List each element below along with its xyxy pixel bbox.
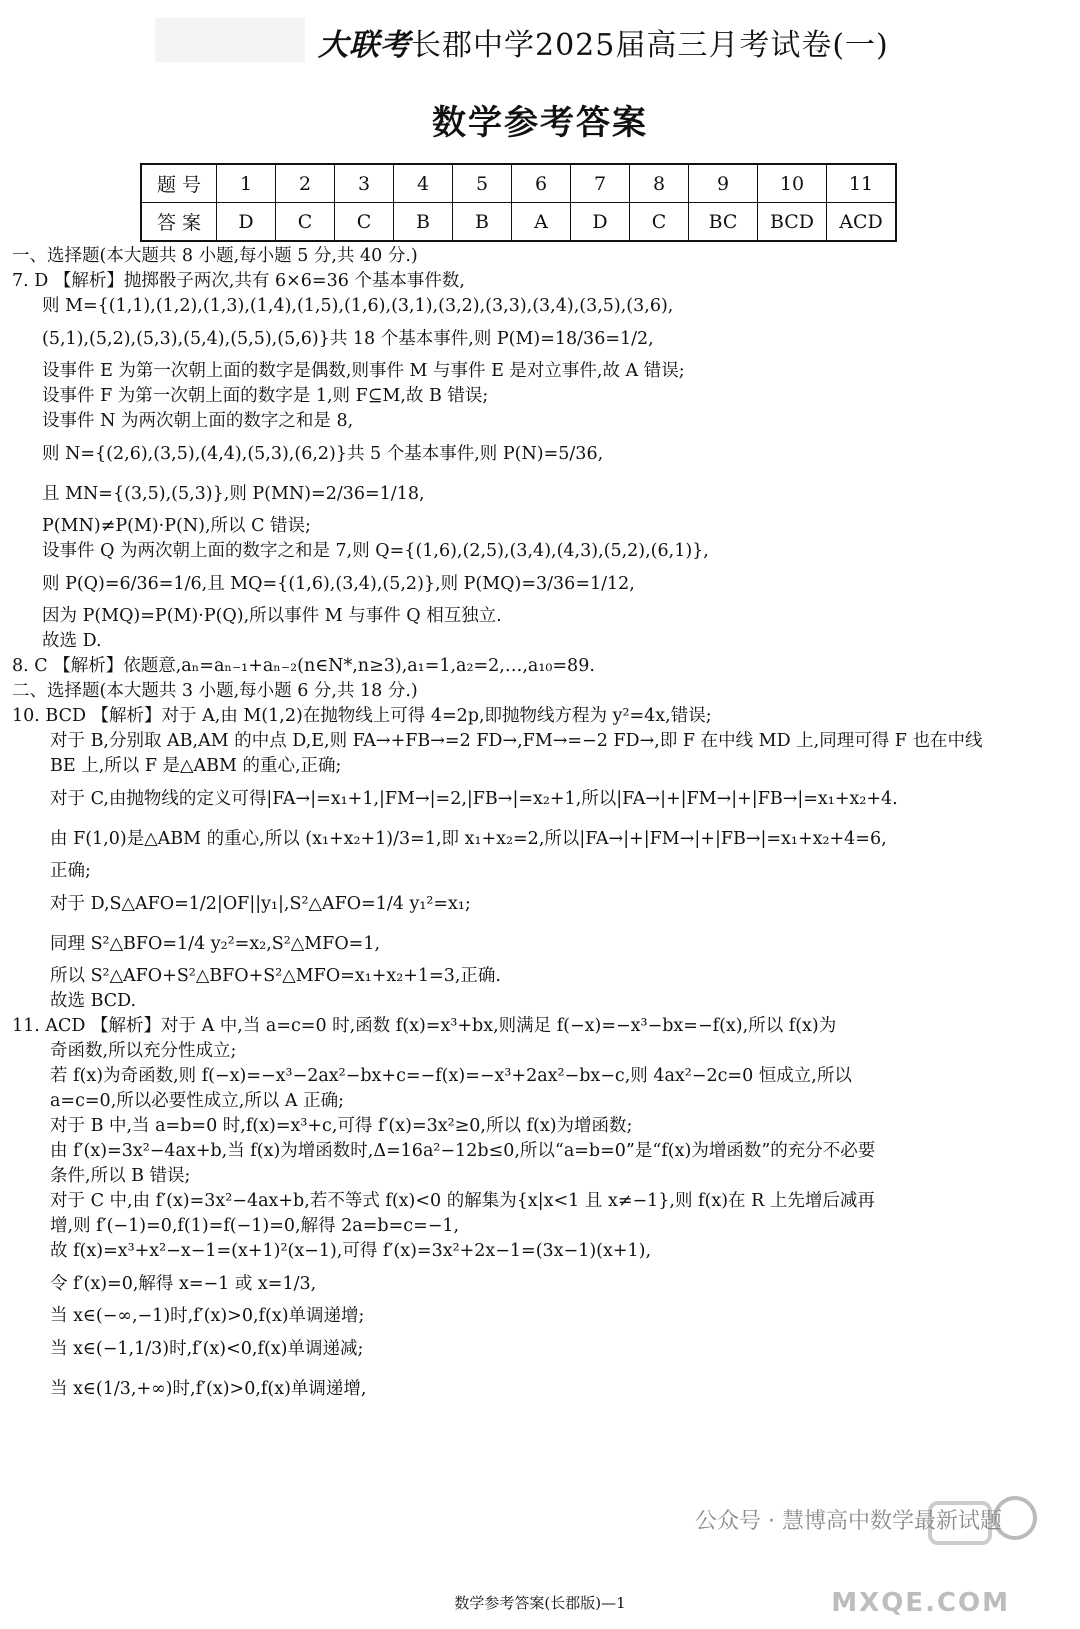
solution-line: 则 N={(2,6),(3,5),(4,4),(5,3),(6,2)}共 5 个基本事件,则 P(N)=5/36, [42,444,604,464]
answer-key-table [140,163,897,242]
solution-line: 当 x∈(1/3,+∞)时,f′(x)>0,f(x)单调递增, [50,1379,367,1399]
section-heading: 一、选择题(本大题共 8 小题,每小题 5 分,共 40 分.) [12,246,418,266]
section-heading: 二、选择题(本大题共 3 小题,每小题 6 分,共 18 分.) [12,681,418,701]
solution-line: 故 f(x)=x³+x²−x−1=(x+1)²(x−1),可得 f′(x)=3x²+2x−1=(3x−1)(x+1), [50,1241,652,1261]
solution-line: 所以 S²△AFO+S²△BFO+S²△MFO=x₁+x₂+1=3,正确. [50,966,501,986]
solution-line: 设事件 N 为两次朝上面的数字之和是 8, [42,411,354,431]
table-cell: ACD [827,203,897,242]
solution-line: 奇函数,所以充分性成立; [50,1041,237,1061]
row-label-question-number: 题 号 [141,164,217,203]
solution-line: 令 f′(x)=0,解得 x=−1 或 x=1/3, [50,1274,317,1294]
exam-title: 长郡中学2025届高三月考试卷(一) [411,28,889,63]
solution-line: 正确; [50,861,91,881]
solution-line: 对于 C 中,由 f′(x)=3x²−4ax+b,若不等式 f(x)<0 的解集为{x|x<1 且 x≠−1},则 f(x)在 R 上先增后减再 [50,1191,875,1211]
solution-line: 则 P(Q)=6/36=1/6,且 MQ={(1,6),(3,4),(5,2)},则 P(MQ)=3/36=1/12, [42,574,635,594]
solution-line: 若 f(x)为奇函数,则 f(−x)=−x³−2ax²−bx+c=−f(x)=−x³+2ax²−bx−c,则 4ax²−2c=0 恒成立,所以 [50,1066,852,1086]
solution-line: 当 x∈(−∞,−1)时,f′(x)>0,f(x)单调递增; [50,1306,365,1326]
solution-line: 因为 P(MQ)=P(M)·P(Q),所以事件 M 与事件 Q 相互独立. [42,606,502,626]
solution-line: (5,1),(5,2),(5,3),(5,4),(5,5),(5,6)}共 18 个基本事件,则 P(M)=18/36=1/2, [42,329,654,349]
solution-line: 当 x∈(−1,1/3)时,f′(x)<0,f(x)单调递减; [50,1339,364,1359]
table-cell: 11 [827,164,897,203]
solution-line: 同理 S²△BFO=1/4 y₂²=x₂,S²△MFO=1, [50,934,381,954]
solution-line: 对于 B 中,当 a=b=0 时,f(x)=x³+c,可得 f′(x)=3x²≥0,所以 f(x)为增函数; [50,1116,633,1136]
table-cell: 1 [217,164,276,203]
solution-line: 8. C 【解析】依题意,aₙ=aₙ₋₁+aₙ₋₂(n∈N*,n≥3),a₁=1,a₂=2,…,a₁₀=89. [12,656,595,676]
solution-line: 且 MN={(3,5),(5,3)},则 P(MN)=2/36=1/18, [42,484,425,504]
solution-line: 10. BCD 【解析】对于 A,由 M(1,2)在抛物线上可得 4=2p,即抛物线方程为 y²=4x,错误; [12,706,712,726]
solution-line: 对于 B,分别取 AB,AM 的中点 D,E,则 FA→+FB→=2 FD→,FM→=−2 FD→,即 F 在中线 MD 上,同理可得 F 也在中线 [50,731,983,751]
table-cell: BC [689,203,758,242]
brand-logo-text: 大联考 [318,28,411,63]
table-cell: 2 [276,164,335,203]
table-row [141,203,896,242]
solution-line: 设事件 F 为第一次朝上面的数字是 1,则 F⊆M,故 B 错误; [42,386,489,406]
table-cell: C [630,203,689,242]
table-cell: 8 [630,164,689,203]
solution-line: P(MN)≠P(M)·P(N),所以 C 错误; [42,516,311,536]
solution-line: 11. ACD 【解析】对于 A 中,当 a=c=0 时,函数 f(x)=x³+bx,则满足 f(−x)=−x³−bx=−f(x),所以 f(x)为 [12,1016,837,1036]
solution-line: 则 M={(1,1),(1,2),(1,3),(1,4),(1,5),(1,6),(3,1),(3,2),(3,3),(3,4),(3,5),(3,6), [42,296,674,316]
page-footer: 数学参考答案(长郡版)—1 [454,1594,626,1612]
table-row [141,164,896,203]
table-cell: BCD [758,203,827,242]
watermark-text: 公众号 · 慧博高中数学最新试题 [695,1509,1002,1534]
table-cell: C [335,203,394,242]
table-cell: 7 [571,164,630,203]
watermark-url: MXQE.COM [831,1588,1010,1618]
solution-line: 故选 D. [42,631,102,651]
solution-line: 由 f′(x)=3x²−4ax+b,当 f(x)为增函数时,Δ=16a²−12b≤0,所以“a=b=0”是“f(x)为增函数”的充分不必要 [50,1141,876,1161]
table-cell: B [453,203,512,242]
solution-line: 对于 C,由抛物线的定义可得|FA→|=x₁+1,|FM→|=2,|FB→|=x₂+1,所以|FA→|+|FM→|+|FB→|=x₁+x₂+4. [50,789,898,809]
solution-line: 对于 D,S△AFO=1/2|OF||y₁|,S²△AFO=1/4 y₁²=x₁; [50,894,471,914]
solution-line: 条件,所以 B 错误; [50,1166,191,1186]
solution-line: a=c=0,所以必要性成立,所以 A 正确; [50,1091,344,1111]
solution-line: 设事件 Q 为两次朝上面的数字之和是 7,则 Q={(1,6),(2,5),(3,4),(4,3),(5,2),(6,1)}, [42,541,709,561]
table-cell: 10 [758,164,827,203]
solution-line: 增,则 f′(−1)=0,f(1)=f(−1)=0,解得 2a=b=c=−1, [50,1216,460,1236]
table-cell: D [571,203,630,242]
redacted-header-area [155,18,305,62]
table-cell: C [276,203,335,242]
table-cell: 3 [335,164,394,203]
table-cell: B [394,203,453,242]
table-cell: 9 [689,164,758,203]
solution-line: 故选 BCD. [50,991,137,1011]
exam-header [318,20,889,64]
solution-text [12,244,1062,1409]
solution-line: 由 F(1,0)是△ABM 的重心,所以 (x₁+x₂+1)/3=1,即 x₁+x₂=2,所以|FA→|+|FM→|+|FB→|=x₁+x₂+4=6, [50,829,887,849]
solution-line: BE 上,所以 F 是△ABM 的重心,正确; [50,756,342,776]
page-title: 数学参考答案 [432,103,648,143]
solution-line: 设事件 E 为第一次朝上面的数字是偶数,则事件 M 与事件 E 是对立事件,故 A 错误; [42,361,685,381]
table-cell: 6 [512,164,571,203]
table-cell: D [217,203,276,242]
table-cell: A [512,203,571,242]
solution-line: 7. D 【解析】抛掷骰子两次,共有 6×6=36 个基本事件数, [12,271,465,291]
table-cell: 5 [453,164,512,203]
table-cell: 4 [394,164,453,203]
row-label-answer: 答 案 [141,203,217,242]
